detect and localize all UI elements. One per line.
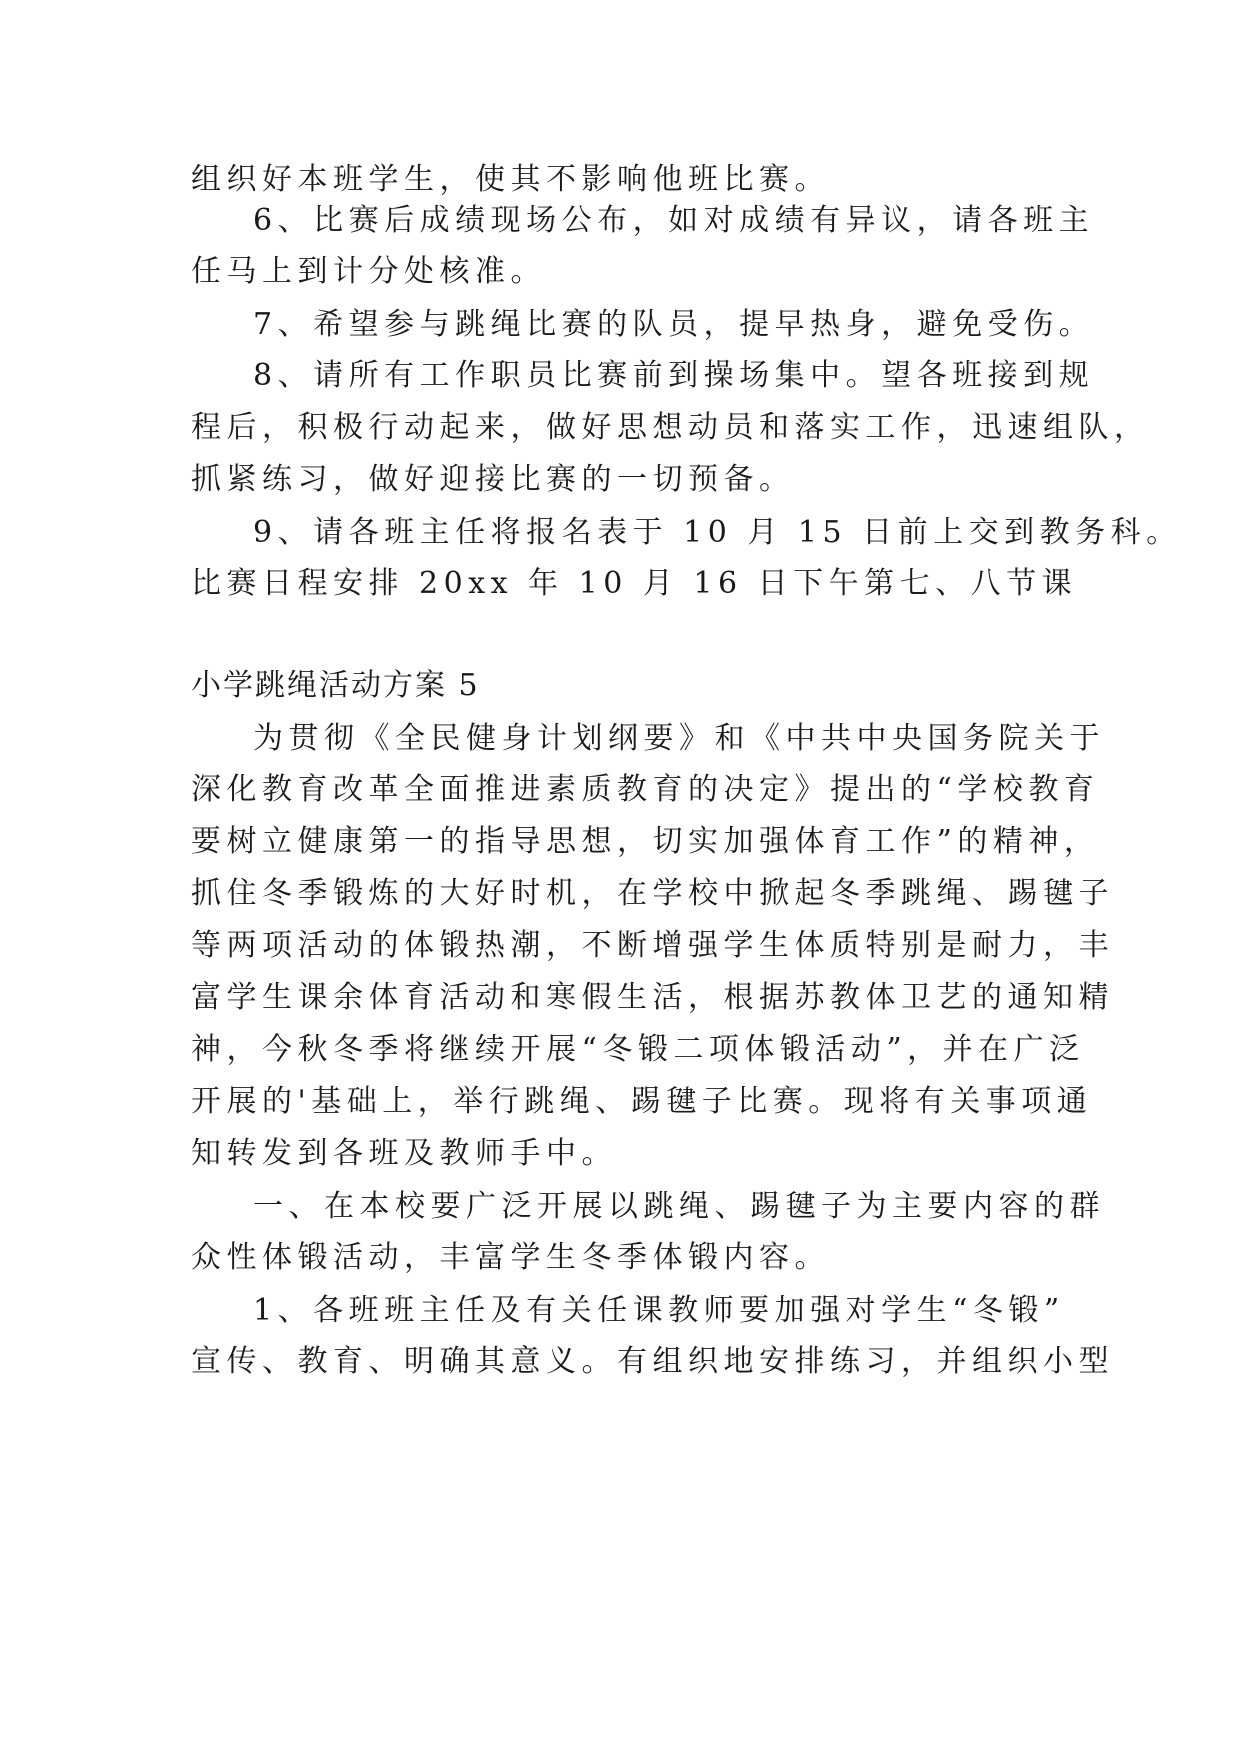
text-line: 神，今秋冬季将继续开展“冬锻二项体锻活动”，并在广泛 [191, 1032, 1085, 1067]
section-heading: 小学跳绳活动方案 5 [191, 668, 480, 703]
text-line: 7、希望参与跳绳比赛的队员，提早热身，避免受伤。 [253, 307, 1095, 342]
text-line: 6、比赛后成绩现场公布，如对成绩有异议，请各班主 [253, 203, 1095, 238]
text-line: 为贯彻《全民健身计划纲要》和《中共中央国务院关于 [253, 721, 1105, 756]
text-line: 任马上到计分处核准。 [191, 254, 546, 289]
text-line: 宣传、教育、明确其意义。有组织地安排练习，并组织小型 [191, 1344, 1114, 1379]
text-line: 知转发到各班及教师手中。 [191, 1136, 617, 1171]
text-line: 程后，积极行动起来，做好思想动员和落实工作，迅速组队， [191, 410, 1150, 445]
text-line: 9、请各班主任将报名表于 10 月 15 日前上交到教务科。 [253, 515, 1182, 550]
text-line: 要树立健康第一的指导思想，切实加强体育工作”的精神， [191, 824, 1100, 859]
text-line: 组织好本班学生，使其不影响他班比赛。 [191, 162, 830, 197]
text-line: 8、请所有工作职员比赛前到操场集中。望各班接到规 [253, 358, 1095, 393]
text-line: 1、各班班主任及有关任课教师要加强对学生“冬锻” [253, 1293, 1065, 1328]
text-line: 富学生课余体育活动和寒假生活，根据苏教体卫艺的通知精 [191, 980, 1114, 1015]
text-line: 等两项活动的体锻热潮，不断增强学生体质特别是耐力，丰 [191, 928, 1114, 963]
text-line: 深化教育改革全面推进素质教育的决定》提出的“学校教育 [191, 772, 1100, 807]
text-line: 比赛日程安排 20xx 年 10 月 16 日下午第七、八节课 [191, 566, 1078, 601]
text-line: 一、在本校要广泛开展以跳绳、踢毽子为主要内容的群 [253, 1189, 1105, 1224]
text-line: 众性体锻活动，丰富学生冬季体锻内容。 [191, 1240, 830, 1275]
text-line: 开展的'基础上，举行跳绳、踢毽子比赛。现将有关事项通 [191, 1084, 1093, 1119]
text-line: 抓住冬季锻炼的大好时机，在学校中掀起冬季跳绳、踢毽子 [191, 876, 1114, 911]
text-line: 抓紧练习，做好迎接比赛的一切预备。 [191, 462, 795, 497]
